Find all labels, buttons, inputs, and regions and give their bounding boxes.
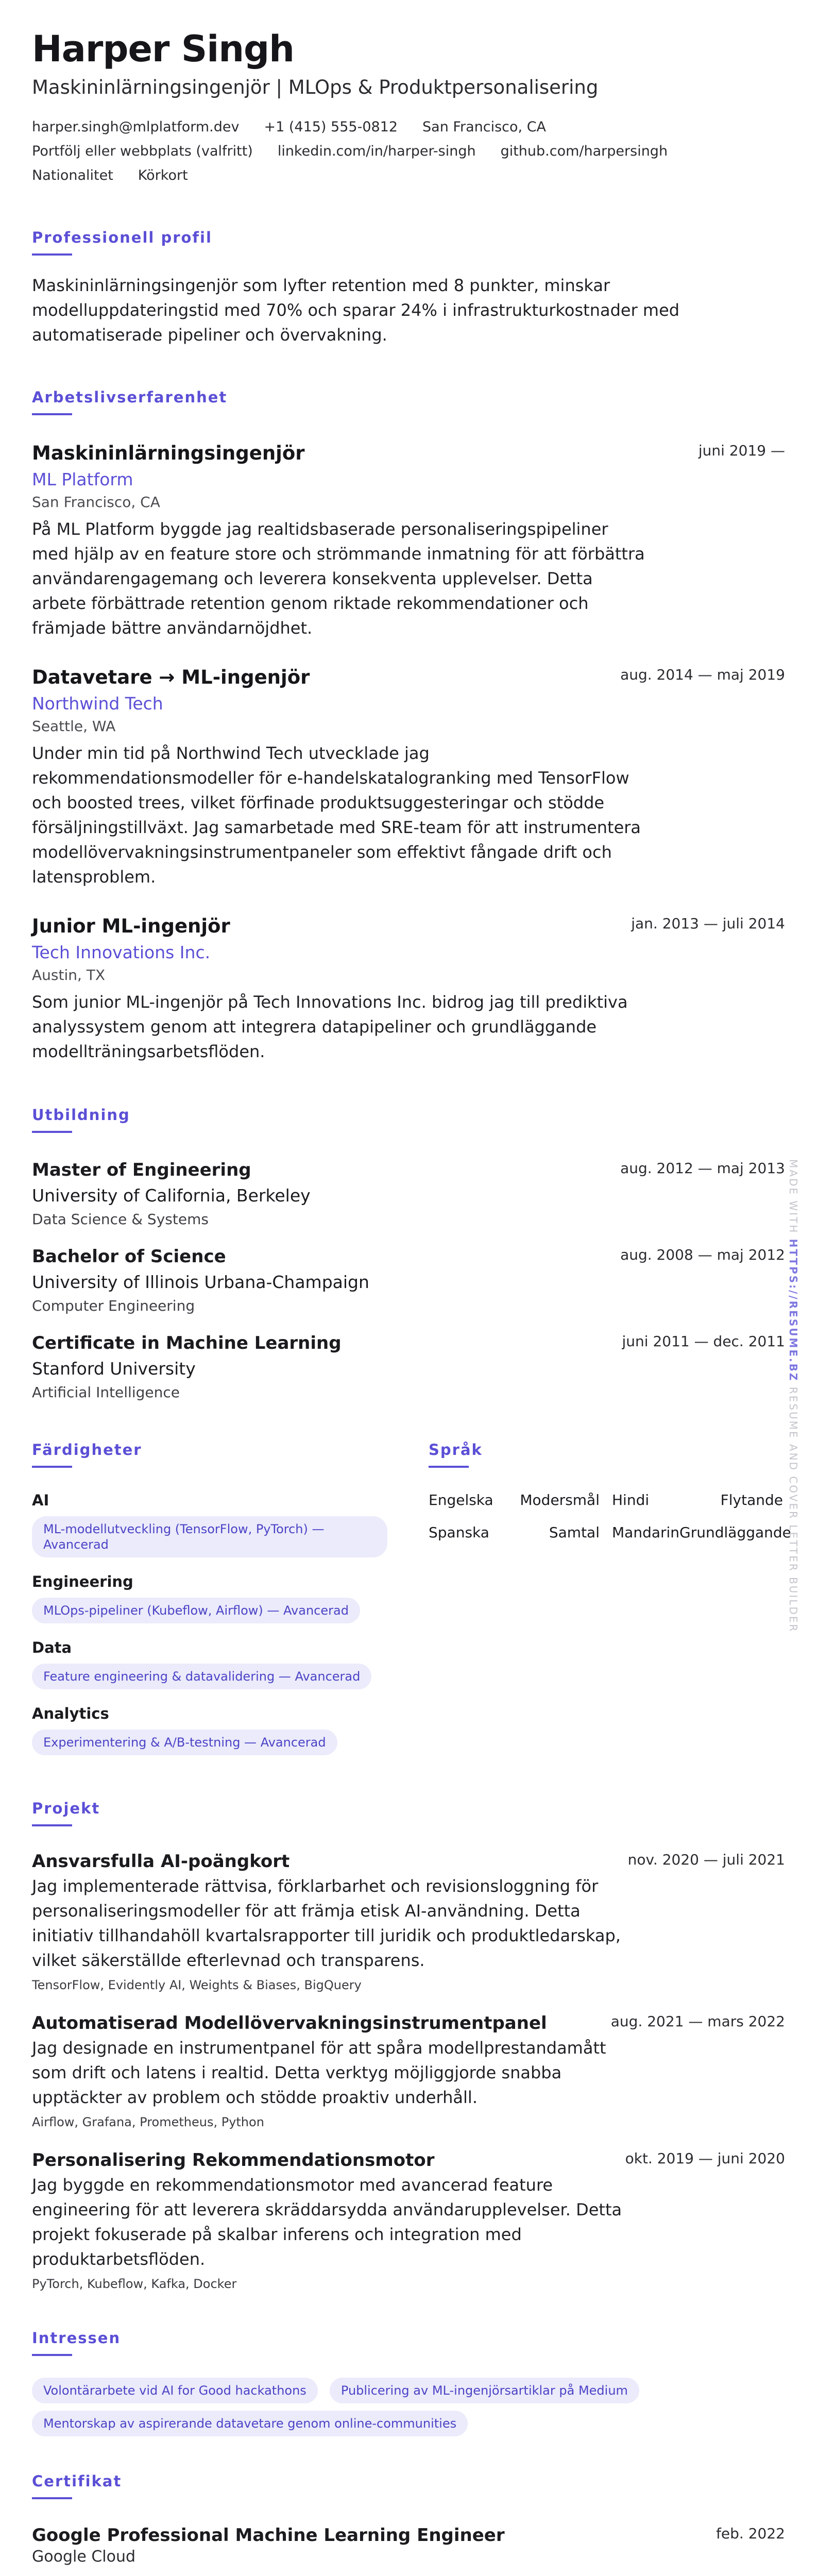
projects-section	[32, 1800, 785, 2291]
section-divider	[32, 1824, 72, 1826]
section-title: Professionell profil	[32, 229, 212, 246]
project-item	[32, 2013, 785, 2129]
skill-group	[32, 1573, 429, 1623]
skill-group	[32, 1705, 429, 1755]
section-divider	[32, 2354, 72, 2356]
job-location: San Francisco, CA	[32, 494, 160, 511]
company-name: Northwind Tech	[32, 693, 163, 714]
resume-header	[32, 28, 785, 183]
job-title: Datavetare → ML-ingenjör	[32, 666, 310, 688]
job-dates: juni 2019 —	[698, 442, 785, 459]
education-item	[32, 1160, 785, 1228]
project-tech: PyTorch, Kubeflow, Kafka, Docker	[32, 2277, 237, 2291]
project-item	[32, 2150, 785, 2291]
certification-name: Google Professional Machine Learning Engineer	[32, 2525, 505, 2546]
languages-section	[429, 1441, 791, 1755]
skill-pill: Feature engineering & datavalidering — Avancerad	[32, 1664, 371, 1689]
contact-email[interactable]: harper.singh@mlplatform.dev	[32, 119, 240, 135]
field-of-study: Artificial Intelligence	[32, 1384, 180, 1401]
contact-license: Körkort	[138, 167, 188, 183]
job-dates: aug. 2014 — maj 2019	[620, 666, 785, 683]
project-name: Personalisering Rekommendationsmotor	[32, 2150, 435, 2171]
job-location: Austin, TX	[32, 967, 106, 984]
section-title: Utbildning	[32, 1106, 130, 1124]
skill-category: AI	[32, 1492, 49, 1509]
interest-list	[32, 2370, 702, 2436]
job-description: Som junior ML-ingenjör på Tech Innovations Inc. bidrog jag till prediktiva analyssystem genom att integrera datapipeliner och grundläggande modellträningsarbetsflöden.	[32, 992, 628, 1061]
resume-page	[32, 28, 791, 2576]
section-title: Språk	[429, 1441, 483, 1459]
skill-category: Analytics	[32, 1705, 109, 1722]
degree-title: Certificate in Machine Learning	[32, 1333, 342, 1353]
section-title: Certifikat	[32, 2472, 122, 2490]
experience-item	[32, 442, 785, 640]
project-description: Jag byggde en rekommendationsmotor med avancerad feature engineering för att leverera skräddarsydda användarupplevelser. Detta projekt fokuserade på skalbar inferens och integration med produktarbetsflöden.	[32, 2175, 622, 2269]
language-item	[429, 1524, 600, 1541]
section-title: Projekt	[32, 1800, 100, 1817]
job-dates: jan. 2013 — juli 2014	[631, 915, 785, 932]
watermark-link[interactable]: HTTPS://RESUME.BZ	[787, 1239, 799, 1382]
project-description: Jag implementerade rättvisa, förklarbarhet och revisionsloggning för personaliseringsmodeller för att främja etisk AI-användning. Detta initiativ tillhandahöll kvartalsrapporter till juridik och produktledarskap, vilket säkerställde efterlevnad och transparens.	[32, 1876, 621, 1970]
experience-item	[32, 915, 785, 1064]
section-divider	[32, 2497, 72, 2499]
skills-section	[32, 1441, 429, 1755]
language-row	[429, 1492, 785, 1509]
experience-item	[32, 666, 785, 889]
section-title: Intressen	[32, 2329, 121, 2347]
section-divider	[32, 253, 72, 256]
skill-category: Engineering	[32, 1573, 133, 1590]
candidate-headline: Maskininlärningsingenjör | MLOps & Produktpersonalisering	[32, 76, 599, 98]
certification-issuer: Google Cloud	[32, 2548, 136, 2566]
language-name: Mandarin	[612, 1524, 680, 1541]
project-item	[32, 1851, 785, 1992]
builder-watermark	[787, 1159, 799, 1633]
profile-section	[32, 229, 785, 347]
skill-category: Data	[32, 1639, 72, 1656]
education-dates: aug. 2008 — maj 2012	[620, 1246, 785, 1263]
certification-item	[32, 2525, 785, 2566]
experience-section	[32, 388, 785, 1064]
field-of-study: Data Science & Systems	[32, 1211, 209, 1228]
contact-nationality: Nationalitet	[32, 167, 113, 183]
skill-pill: MLOps-pipeliner (Kubeflow, Airflow) — Avancerad	[32, 1598, 360, 1623]
certification-date: feb. 2022	[716, 2525, 785, 2542]
education-dates: aug. 2012 — maj 2013	[620, 1160, 785, 1177]
skills-languages-row	[32, 1441, 791, 1755]
watermark-suffix: RESUME AND COVER LETTER BUILDER	[787, 1386, 799, 1633]
profile-summary: Maskininlärningsingenjör som lyfter retention med 8 punkter, minskar modelluppdateringstid med 70% och sparar 24% i infrastrukturkostnader med automatiserade pipeliner och övervakning.	[32, 276, 680, 345]
language-name: Hindi	[612, 1492, 650, 1509]
interest-pill: Volontärarbete vid AI for Good hackathons	[32, 2378, 318, 2403]
candidate-name: Harper Singh	[32, 28, 295, 70]
language-row	[429, 1524, 791, 1541]
job-description: På ML Platform byggde jag realtidsbaserade personaliseringspipeliner med hjälp av en feature store och strömmande inmatning för att förbättra användarengagemang och leverera konsekventa upplevelser. Detta arbete förbättrade retention genom riktade rekommendationer och främjade bättre användarnöjdhet.	[32, 519, 645, 638]
section-divider	[32, 413, 72, 415]
school-name: University of Illinois Urbana-Champaign	[32, 1272, 369, 1292]
contact-github[interactable]: github.com/harpersingh	[500, 143, 668, 159]
contact-list	[32, 119, 763, 183]
language-level: Modersmål	[520, 1492, 600, 1509]
section-divider	[429, 1466, 469, 1468]
education-item	[32, 1246, 785, 1314]
interest-pill: Mentorskap av aspirerande datavetare genom online-communities	[32, 2411, 468, 2436]
school-name: University of California, Berkeley	[32, 1185, 311, 1206]
language-name: Spanska	[429, 1524, 489, 1541]
project-description: Jag designade en instrumentpanel för att spåra modellprestandamått som drift och latens i realtid. Detta verktyg möjliggjorde snabba upptäckter av problem och stödde proaktiv underhåll.	[32, 2038, 606, 2107]
contact-location: San Francisco, CA	[422, 119, 547, 135]
section-title: Arbetslivserfarenhet	[32, 388, 228, 406]
contact-portfolio[interactable]: Portfölj eller webbplats (valfritt)	[32, 143, 253, 159]
language-name: Engelska	[429, 1492, 493, 1509]
section-divider	[32, 1466, 72, 1468]
contact-linkedin[interactable]: linkedin.com/in/harper-singh	[277, 143, 476, 159]
school-name: Stanford University	[32, 1359, 196, 1379]
interest-pill: Publicering av ML-ingenjörsartiklar på Medium	[330, 2378, 639, 2403]
project-dates: okt. 2019 — juni 2020	[625, 2150, 785, 2167]
company-name: ML Platform	[32, 469, 133, 489]
degree-title: Master of Engineering	[32, 1160, 251, 1180]
project-tech: TensorFlow, Evidently AI, Weights & Biases, BigQuery	[32, 1978, 362, 1992]
job-location: Seattle, WA	[32, 718, 116, 735]
skill-group	[32, 1639, 429, 1689]
watermark-prefix: MADE WITH	[787, 1159, 799, 1234]
education-item	[32, 1333, 785, 1401]
language-item	[429, 1492, 600, 1509]
education-section	[32, 1106, 785, 1401]
project-dates: nov. 2020 — juli 2021	[627, 1851, 785, 1868]
skill-pill: Experimentering & A/B-testning — Avancerad	[32, 1730, 337, 1755]
project-name: Ansvarsfulla AI-poängkort	[32, 1851, 290, 1872]
certifications-section	[32, 2472, 785, 2576]
skill-group	[32, 1492, 429, 1557]
language-level: Samtal	[549, 1524, 600, 1541]
language-item	[612, 1524, 791, 1541]
language-level: Flytande	[720, 1492, 783, 1509]
skill-pill: ML-modellutveckling (TensorFlow, PyTorch) — Avancerad	[32, 1516, 387, 1557]
section-divider	[32, 1131, 72, 1133]
interests-section	[32, 2329, 785, 2436]
job-title: Junior ML-ingenjör	[32, 915, 230, 937]
company-name: Tech Innovations Inc.	[32, 942, 211, 962]
language-item	[612, 1492, 783, 1509]
project-dates: aug. 2021 — mars 2022	[610, 2013, 785, 2030]
education-dates: juni 2011 — dec. 2011	[622, 1333, 785, 1350]
project-name: Automatiserad Modellövervakningsinstrumentpanel	[32, 2013, 547, 2033]
degree-title: Bachelor of Science	[32, 1246, 226, 1267]
contact-phone[interactable]: +1 (415) 555-0812	[264, 119, 398, 135]
project-tech: Airflow, Grafana, Prometheus, Python	[32, 2115, 264, 2129]
field-of-study: Computer Engineering	[32, 1297, 195, 1314]
language-level: Grundläggande	[679, 1524, 791, 1541]
section-title: Färdigheter	[32, 1441, 142, 1459]
job-description: Under min tid på Northwind Tech utvecklade jag rekommendationsmodeller för e-handelskatalogranking med TensorFlow och boosted trees, vilket förfinade produktsuggesteringar och stödde försäljningstillväxt. Jag samarbetade med SRE-team för att instrumentera modellövervakningsinstrumentpaneler som effektivt fångade drift och latensproblem.	[32, 743, 641, 887]
job-title: Maskininlärningsingenjör	[32, 442, 305, 464]
